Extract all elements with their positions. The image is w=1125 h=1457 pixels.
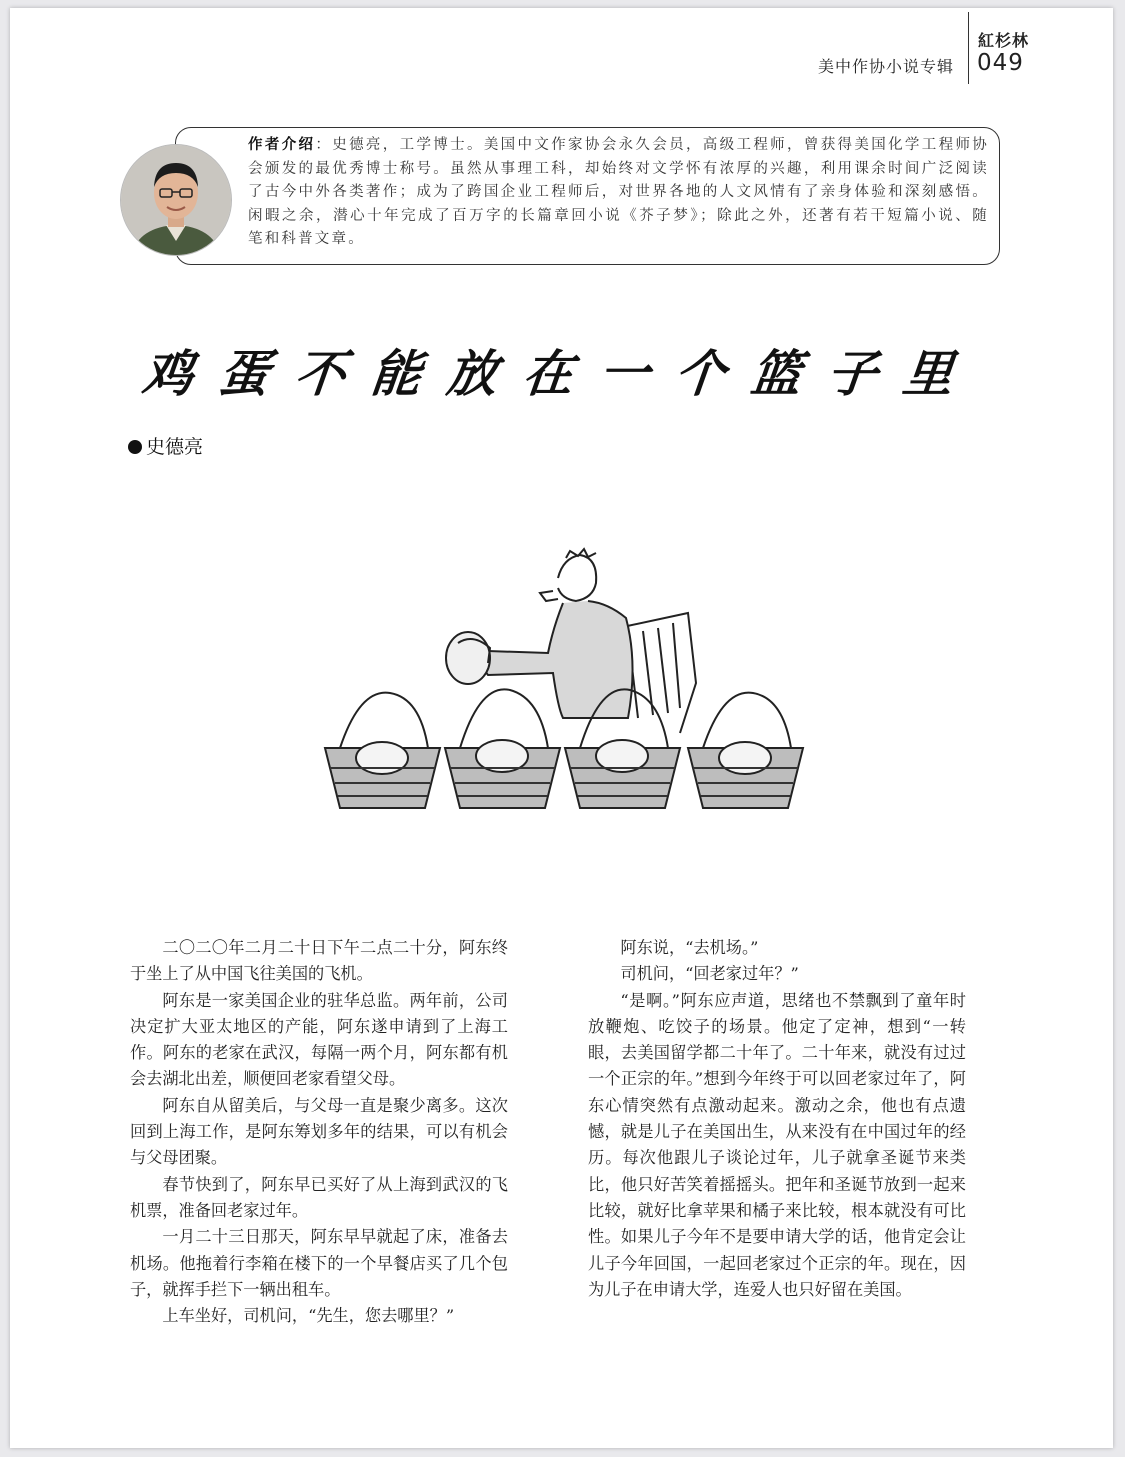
egg-baskets-illustration-icon	[308, 503, 828, 858]
author-name: 史德亮	[146, 436, 204, 458]
author-bio-text	[248, 134, 989, 252]
author-bio-box	[175, 127, 1000, 265]
bullet-icon	[128, 440, 142, 454]
section-title: 美中作协小说专辑	[818, 57, 955, 76]
header-divider	[968, 12, 969, 84]
author-bio-body: ：史德亮，工学博士。美国中文作家协会永久会员，高级工程师，曾获得美国化学工程师协会颁发的最优秀博士称号。虽然从事理工科，却始终对文学怀有浓厚的兴趣，利用课余时间广泛阅读了古今中外各类著作；成为了跨国企业工程师后，对世界各地的人文风情有了亲身体验和深刻感悟。闲暇之余，潜心十年完成了百万字的长篇章回小说《芥子梦》；除此之外，还著有若干短篇小说、随笔和科普文章。	[248, 137, 989, 247]
paragraph: 阿东是一家美国企业的驻华总监。两年前，公司决定扩大亚太地区的产能，阿东遂申请到了上海工作。阿东的老家在武汉，每隔一两个月，阿东都有机会去湖北出差，顺便回老家看望父母。	[130, 990, 508, 1089]
paragraph: 春节快到了，阿东早已买好了从上海到武汉的飞机票，准备回老家过年。	[130, 1174, 508, 1220]
author-avatar	[120, 144, 232, 256]
author-byline	[128, 432, 203, 459]
body-right-column	[588, 935, 966, 1303]
magazine-page	[10, 8, 1113, 1448]
author-portrait-icon	[121, 145, 231, 255]
paragraph: 二〇二〇年二月二十日下午二点二十分，阿东终于坐上了从中国飞往美国的飞机。	[130, 938, 508, 984]
article-title: 鸡蛋不能放在一个篮子里	[140, 344, 983, 403]
magazine-name: 紅杉林	[978, 31, 1030, 50]
author-bio-label: 作者介绍	[248, 137, 316, 153]
paragraph: 阿东说，“去机场。”	[620, 938, 759, 957]
article-illustration	[308, 503, 828, 858]
paragraph: 司机问，“回老家过年？”	[620, 964, 799, 984]
paragraph: “是啊。”阿东应声道，思绪也不禁飘到了童年时放鞭炮、吃饺子的场景。他定了定神，想到“一转眼，去美国留学都二十年了。二十年来，就没有过过一个正宗的年。”想到今年终于可以回老家过年了，阿东心情突然有点激动起来。激动之余，他也有点遗憾，就是儿子在美国出生，从来没有在中国过年的经历。每次他跟儿子谈论过年，儿子就拿圣诞节来类比，他只好苦笑着摇摇头。把年和圣诞节放到一起来比较，就好比拿苹果和橘子来比较，根本就没有可比性。如果儿子今年不是要申请大学的话，他肯定会让儿子今年回国，一起回老家过个正宗的年。现在，因为儿子在申请大学，连爱人也只好留在美国。	[588, 990, 966, 1299]
paragraph: 一月二十三日那天，阿东早早就起了床，准备去机场。他拖着行李箱在楼下的一个早餐店买了几个包子，就挥手拦下一辆出租车。	[130, 1227, 508, 1299]
paragraph: 阿东自从留美后，与父母一直是聚少离多。这次回到上海工作，是阿东筹划多年的结果，可以有机会与父母团聚。	[130, 1095, 508, 1168]
paragraph: 上车坐好，司机问，“先生，您去哪里？”	[162, 1306, 455, 1326]
page-number: 049	[977, 50, 1024, 76]
body-left-column	[130, 935, 508, 1329]
